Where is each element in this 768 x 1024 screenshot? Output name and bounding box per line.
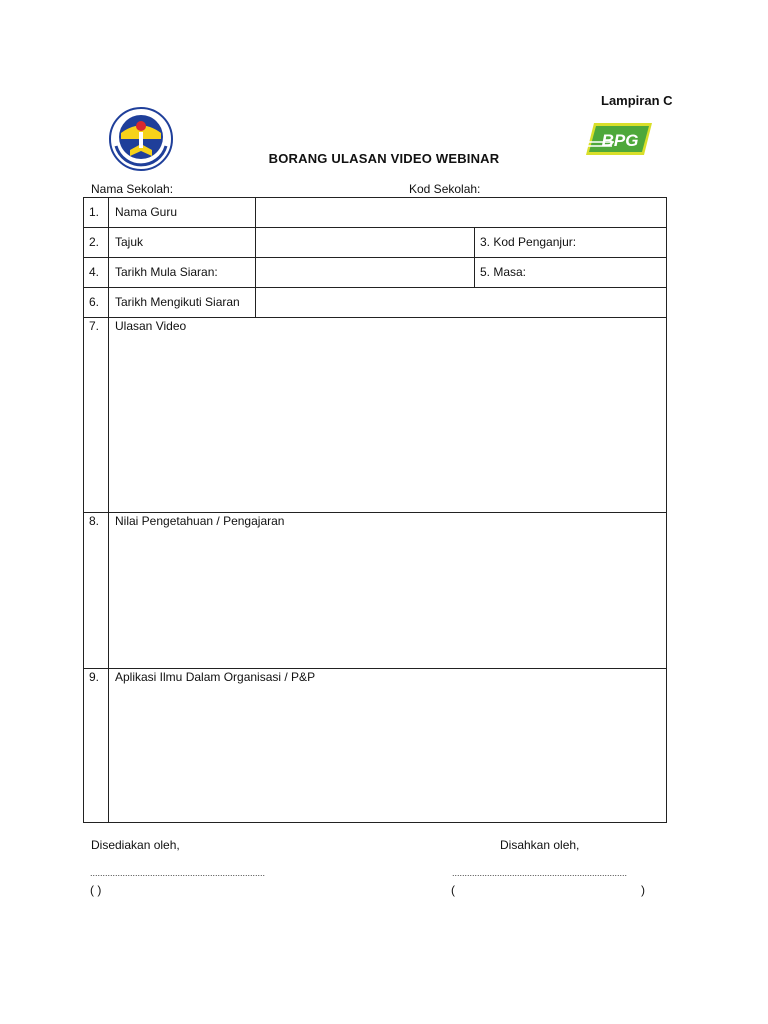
row-number: 6. (89, 295, 100, 309)
nama-guru-label: Nama Guru (115, 205, 178, 219)
masa-label: 5. Masa: (480, 265, 527, 279)
row-number: 1. (89, 205, 100, 219)
disahkan-oleh-label: Disahkan oleh, (500, 838, 580, 852)
row-number: 9. (89, 670, 100, 684)
kod-penganjur-label: 3. Kod Penganjur: (480, 235, 577, 249)
prepared-signature-line[interactable]: ...................................................................... (90, 868, 266, 878)
approved-name-close-bracket: ) (641, 883, 645, 897)
nilai-pengetahuan-field[interactable] (114, 531, 659, 663)
row-number: 2. (89, 235, 100, 249)
row-number: 8. (89, 514, 100, 528)
aplikasi-ilmu-label: Aplikasi Ilmu Dalam Organisasi / P&P (115, 670, 316, 684)
nilai-pengetahuan-label: Nilai Pengetahuan / Pengajaran (115, 514, 285, 528)
nama-guru-field[interactable] (260, 200, 660, 225)
disediakan-oleh-label: Disediakan oleh, (91, 838, 180, 852)
ulasan-video-field[interactable] (114, 336, 659, 506)
tarikh-mula-siaran-label: Tarikh Mula Siaran: (115, 265, 218, 279)
approved-name-open-bracket: ( (451, 883, 455, 897)
aplikasi-ilmu-field[interactable] (114, 687, 659, 817)
approved-signature-line[interactable]: ...................................................................... (452, 868, 628, 878)
tarikh-mengikuti-siaran-label: Tarikh Mengikuti Siaran (115, 295, 240, 309)
row-number: 4. (89, 265, 100, 279)
form-title: BORANG ULASAN VIDEO WEBINAR (268, 151, 500, 166)
prepared-name-brackets: ( ) (90, 883, 102, 897)
tajuk-field[interactable] (260, 230, 470, 255)
review-form-table (83, 197, 667, 823)
ulasan-video-label: Ulasan Video (115, 319, 187, 333)
tarikh-mengikuti-siaran-field[interactable] (260, 290, 660, 315)
tajuk-label: Tajuk (115, 235, 144, 249)
row-number: 7. (89, 319, 100, 333)
tarikh-mula-siaran-field[interactable] (260, 260, 470, 285)
kod-sekolah-label: Kod Sekolah: (409, 182, 481, 196)
svg-text:BPG: BPG (601, 131, 639, 150)
lampiran-label: Lampiran C (601, 93, 673, 108)
nama-sekolah-label: Nama Sekolah: (91, 182, 174, 196)
